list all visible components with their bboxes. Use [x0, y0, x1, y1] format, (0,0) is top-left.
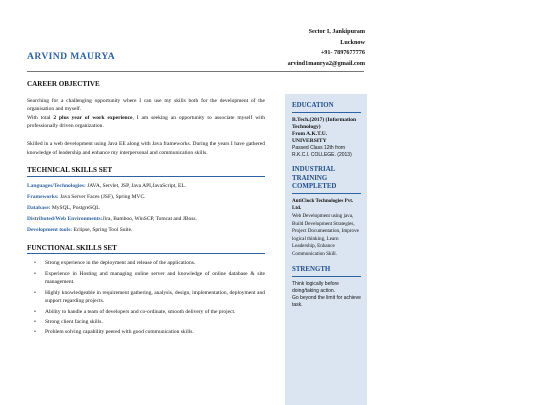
- skill-value: JAVA, Servlet, JSP, Java API,JavaScript, EL.: [85, 182, 187, 189]
- objective-para-1: Searching for a challenging opportunity where I can use my skills both for the development of the organisation and myself.: [27, 97, 265, 113]
- skill-value: MySQL, PostgreSQL: [50, 204, 100, 211]
- objective-heading: CAREER OBJECTIVE: [27, 80, 100, 88]
- list-item: • Strong client facing skills.: [37, 318, 265, 327]
- functional-skills-list: [27, 259, 265, 337]
- skill-value: Java Server Faces (JSF), Spring MVC.: [58, 193, 146, 200]
- objective-para-2-post: , I am seeking an opportunity to associate myself with professionally driven organization.: [27, 114, 265, 130]
- education-class12: Passed Class 12th from R.K.C.I. COLLEGE. (2013): [292, 145, 352, 158]
- objective-para-2: [27, 114, 265, 131]
- skill-value: Eclipse, Spring Tool Suite.: [72, 226, 133, 233]
- strength-item-1: Think logically before doing/taking action.: [292, 280, 339, 294]
- phone-number: +91- 7897677776: [320, 49, 365, 56]
- objective-para-2-pre: With total: [27, 114, 54, 121]
- candidate-name: ARVIND MAURYA: [27, 51, 116, 62]
- skill-row-database: [27, 204, 265, 213]
- education-university: From A.K.T.U. UNIVERSITY: [292, 131, 328, 144]
- main-column: [27, 80, 265, 339]
- skill-value: Jira, Bamboo, WinSCP, Tomcat and JBoss.: [102, 215, 197, 222]
- skill-row-frameworks: [27, 193, 265, 202]
- skill-row-languages: [27, 182, 265, 191]
- list-item: • Problem solving capability peered with good communication skills.: [37, 328, 265, 337]
- skill-label: Distributed/Web Environments:: [27, 215, 103, 222]
- strength-item-2: Go beyond the limit for achieve task.: [292, 294, 361, 308]
- training-organisation: AntiClock Technologies Pvt. Ltd.: [292, 198, 354, 211]
- email-address[interactable]: arvind1maurya2@gmail.com: [287, 59, 365, 67]
- education-degree: B.Tech.(2017) (Information Technology): [292, 117, 357, 130]
- experience-highlight: 2 plus year of work experience: [53, 114, 133, 121]
- contact-block: [288, 27, 365, 69]
- skill-label: Languages/Technologies:: [27, 182, 86, 189]
- objective-para-3: Skilled in a web development using Java EE along with Java frameworks. During the years I have gathered knowledge of leadership and enhance my interpersonal and communication skills.: [27, 140, 265, 156]
- list-item: • Ability to handle a team of developers and co-ordinate, smooth delivery of the project.: [37, 308, 265, 317]
- skill-row-tools: [27, 226, 265, 235]
- education-heading: EDUCATION: [292, 102, 361, 113]
- training-heading: INDUSTRIAL TRAINING COMPLETED: [292, 166, 361, 194]
- training-description: Web Development using java, Build Development Strategies, Project Documentation, Improve logical thinking, Learn Leadership, Enhance Communication Skill.: [292, 213, 359, 257]
- skill-label: Frameworks:: [27, 193, 59, 200]
- list-item: • Strong experience in the deployment and release of the applications.: [37, 259, 265, 268]
- address-line-2: Lucknow: [340, 38, 365, 46]
- list-item: • Highly knowledgeable in requirement gathering, analysis, design, implementation, deployment and support regarding projects.: [37, 289, 265, 306]
- sidebar: [285, 94, 367, 405]
- skill-row-environments: [27, 215, 265, 224]
- header-divider: [27, 71, 364, 72]
- address-line-1: Sector I, Jankipuram: [308, 28, 365, 35]
- strength-heading: STRENGTH: [292, 266, 361, 277]
- technical-heading: TECHNICAL SKILLS SET: [27, 166, 265, 177]
- skill-label: Development tools:: [27, 226, 73, 233]
- list-item: • Experience in Hosting and managing online server and knowledge of online database & site management.: [37, 270, 265, 287]
- functional-heading: FUNCTIONAL SKILLS SET: [27, 244, 265, 255]
- skill-label: Database:: [27, 204, 51, 211]
